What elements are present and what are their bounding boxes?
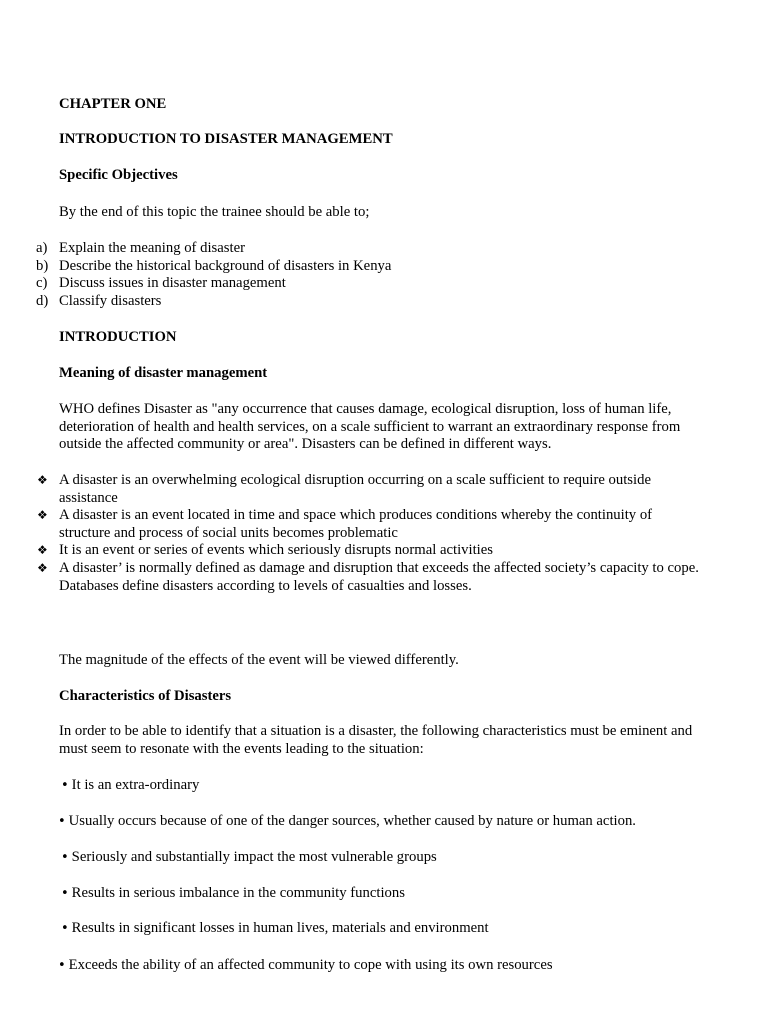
bullet-icon: • (61, 921, 69, 936)
list-item-text: It is an event or series of events which seriously disrupts normal activities (59, 542, 493, 559)
introduction-heading: INTRODUCTION (59, 329, 177, 345)
list-item (0, 258, 699, 276)
list-item (0, 275, 699, 293)
objectives-list (0, 240, 699, 310)
magnitude-text: The magnitude of the effects of the event will be viewed differently. (59, 652, 459, 668)
list-item (61, 849, 437, 867)
list-item-text: Discuss issues in disaster management (59, 275, 286, 292)
bullet-icon: • (58, 814, 66, 829)
diamond-bullet-icon: ❖ (37, 543, 48, 558)
list-marker: d) (36, 292, 49, 309)
list-item (0, 542, 699, 560)
diamond-bullet-icon: ❖ (37, 508, 48, 523)
chapter-title: INTRODUCTION TO DISASTER MANAGEMENT (59, 131, 393, 147)
list-item (0, 240, 699, 258)
list-item-text: Describe the historical background of disasters in Kenya (59, 257, 392, 274)
list-item (0, 560, 699, 595)
list-marker: c) (36, 275, 48, 292)
list-item-text: It is an extra-ordinary (71, 777, 200, 793)
who-definition-paragraph: WHO defines Disaster as "any occurrence that causes damage, ecological disruption, loss of human life, deterioration of health and health services, on a scale sufficient to warrant an extraordinary response from outside the affected community or area". Disasters can be defined in different ways. (59, 401, 681, 453)
list-item-text: Classify disasters (59, 292, 162, 309)
bullet-icon: • (61, 850, 69, 865)
list-item (61, 885, 405, 903)
bullet-icon: • (61, 778, 69, 793)
objectives-intro: By the end of this topic the trainee should be able to; (59, 204, 370, 220)
diamond-bullet-icon: ❖ (37, 473, 48, 487)
list-item (61, 777, 199, 795)
list-item (58, 813, 636, 831)
list-marker: a) (36, 240, 48, 256)
list-item (0, 472, 699, 507)
list-item (58, 957, 553, 975)
list-item (61, 920, 489, 938)
list-item-text: Exceeds the ability of an affected community to cope with using its own resources (68, 957, 553, 973)
list-item-text: A disaster is an overwhelming ecological disruption occurring on a scale sufficient to require outside assistance (59, 472, 651, 506)
meaning-heading: Meaning of disaster management (59, 365, 268, 381)
bullet-icon: • (61, 886, 69, 901)
characteristics-heading: Characteristics of Disasters (59, 688, 232, 704)
list-item-text: A disaster’ is normally defined as damage and disruption that exceeds the affected society’s capacity to cope. Databases define disasters according to levels of casualties and losses. (59, 559, 699, 594)
list-item-text: A disaster is an event located in time and space which produces conditions whereby the continuity of structure and process of social units becomes problematic (59, 507, 653, 541)
list-item (0, 507, 699, 542)
list-item (0, 293, 699, 311)
bullet-icon: • (58, 958, 66, 973)
list-item-text: Explain the meaning of disaster (59, 240, 245, 256)
diamond-bullet-icon: ❖ (37, 560, 48, 575)
list-item-text: Results in serious imbalance in the community functions (71, 885, 405, 901)
definitions-list (0, 472, 699, 595)
objectives-heading: Specific Objectives (59, 167, 178, 183)
list-item-text: Results in significant losses in human lives, materials and environment (71, 920, 489, 936)
list-item-text: Usually occurs because of one of the danger sources, whether caused by nature or human action. (68, 813, 636, 829)
list-item-text: Seriously and substantially impact the most vulnerable groups (71, 849, 437, 865)
chapter-label: CHAPTER ONE (59, 96, 167, 112)
list-marker: b) (36, 257, 49, 274)
characteristics-intro: In order to be able to identify that a situation is a disaster, the following characteristics must be eminent and must seem to resonate with the events leading to the situation: (59, 723, 693, 757)
